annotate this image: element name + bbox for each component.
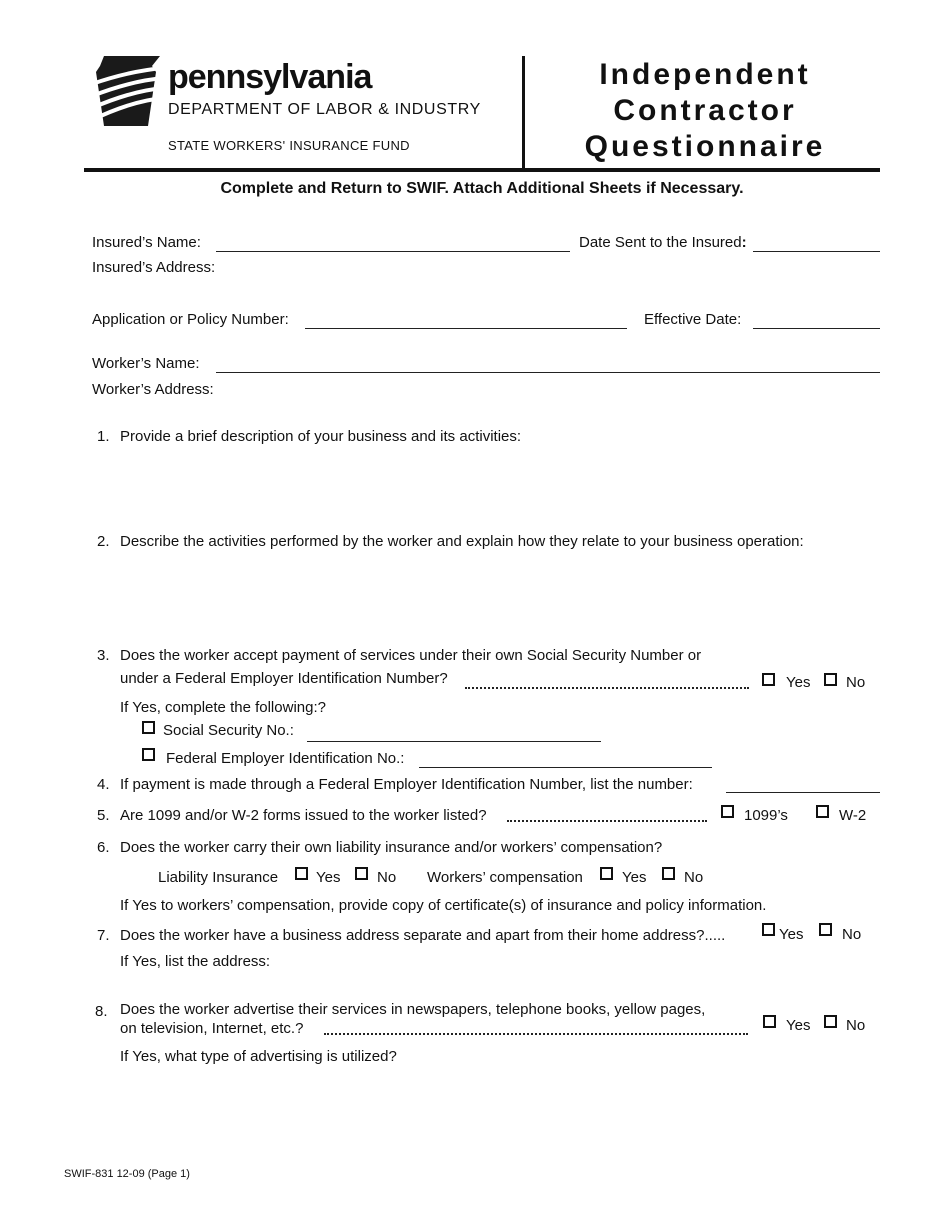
q6-comp-no-label: No <box>684 869 704 886</box>
q6-liability-yes-checkbox[interactable] <box>295 867 308 880</box>
instruction: Complete and Return to SWIF. Attach Additional Sheets if Necessary. <box>220 180 744 197</box>
q6-comp-no-checkbox[interactable] <box>662 867 675 880</box>
q3-if-yes: If Yes, complete the following:? <box>120 699 326 716</box>
q7-number: 7. <box>97 927 110 944</box>
q8-no-checkbox[interactable] <box>824 1015 837 1028</box>
q3-text-line2: under a Federal Employer Identification Number? <box>120 670 448 687</box>
worker-name-label: Worker’s Name: <box>92 355 200 372</box>
q3-text-line1: Does the worker accept payment of services under their own Social Security Number or <box>120 647 702 664</box>
policy-number-field[interactable] <box>305 328 627 329</box>
q6-liability-no-label: No <box>377 869 397 886</box>
q5-1099-checkbox[interactable] <box>721 805 734 818</box>
q8-number: 8. <box>95 1003 108 1020</box>
q3-ssn-checkbox[interactable] <box>142 721 155 734</box>
q3-yes-checkbox[interactable] <box>762 673 775 686</box>
q7-if-yes: If Yes, list the address: <box>120 953 271 970</box>
q5-number: 5. <box>97 807 110 824</box>
q3-no-checkbox[interactable] <box>824 673 837 686</box>
q3-no-label: No <box>846 674 866 691</box>
fund-name: STATE WORKERS' INSURANCE FUND <box>168 138 410 153</box>
q3-yes-label: Yes <box>786 674 811 691</box>
date-sent-label <box>579 234 747 251</box>
q6-text: Does the worker carry their own liability insurance and/or workers’ compensation? <box>120 839 663 856</box>
q3-fein-field[interactable] <box>419 767 712 768</box>
q5-w2-label: W-2 <box>839 807 867 824</box>
q1-number: 1. <box>97 428 110 445</box>
q7-text: Does the worker have a business address separate and apart from their home address?..... <box>120 927 726 944</box>
worker-name-field[interactable] <box>216 372 880 373</box>
date-sent-colon: : <box>741 234 747 251</box>
keystone-logo-icon <box>90 54 164 128</box>
insured-name-label: Insured’s Name: <box>92 234 201 251</box>
q7-no-checkbox[interactable] <box>819 923 832 936</box>
q8-no-label: No <box>846 1017 866 1034</box>
q6-note: If Yes to workers’ compensation, provide copy of certificate(s) of insurance and policy information. <box>120 897 767 914</box>
q3-leader-dots <box>465 687 749 689</box>
insured-name-field[interactable] <box>216 251 570 252</box>
form-title-line1: Independent <box>599 58 811 91</box>
q7-yes-label: Yes <box>779 926 804 943</box>
q5-text: Are 1099 and/or W-2 forms issued to the worker listed? <box>120 807 487 824</box>
logo-brand: pennsylvania <box>168 58 372 96</box>
logo-department: DEPARTMENT OF LABOR & INDUSTRY <box>168 101 481 118</box>
q2-text: Describe the activities performed by the worker and explain how they relate to your business operation: <box>120 533 804 550</box>
q3-ssn-field[interactable] <box>307 741 601 742</box>
q5-leader-dots <box>507 820 707 822</box>
q3-fein-checkbox[interactable] <box>142 748 155 761</box>
q8-if-yes: If Yes, what type of advertising is utilized? <box>120 1048 397 1065</box>
header-divider-vertical <box>522 56 525 168</box>
q6-liability-no-checkbox[interactable] <box>355 867 368 880</box>
q3-number: 3. <box>97 647 110 664</box>
q7-yes-checkbox[interactable] <box>762 923 775 936</box>
q8-yes-checkbox[interactable] <box>763 1015 776 1028</box>
q7-no-label: No <box>842 926 862 943</box>
q1-text: Provide a brief description of your business and its activities: <box>120 428 522 445</box>
worker-address-label: Worker’s Address: <box>92 381 214 398</box>
q6-liability-yes-label: Yes <box>316 869 341 886</box>
q2-number: 2. <box>97 533 110 550</box>
date-sent-text: Date Sent to the Insured <box>579 234 742 251</box>
q3-fein-label: Federal Employer Identification No.: <box>166 750 405 767</box>
q5-1099-label: 1099’s <box>744 807 788 824</box>
q6-comp-yes-checkbox[interactable] <box>600 867 613 880</box>
form-title-line2: Contractor <box>613 94 797 127</box>
q8-leader-dots <box>324 1033 748 1035</box>
q4-text: If payment is made through a Federal Employer Identification Number, list the number: <box>120 776 693 793</box>
date-sent-field[interactable] <box>753 251 880 252</box>
header-divider-horizontal <box>84 168 880 172</box>
q8-yes-label: Yes <box>786 1017 811 1034</box>
q6-number: 6. <box>97 839 110 856</box>
effective-date-field[interactable] <box>753 328 880 329</box>
form-title-line3: Questionnaire <box>584 130 826 163</box>
insured-address-label: Insured’s Address: <box>92 259 216 276</box>
q5-w2-checkbox[interactable] <box>816 805 829 818</box>
form-footer: SWIF-831 12-09 (Page 1) <box>64 1168 190 1180</box>
q6-comp-yes-label: Yes <box>622 869 647 886</box>
q6-liability-label: Liability Insurance <box>158 869 279 886</box>
q4-number: 4. <box>97 776 110 793</box>
q3-ssn-label: Social Security No.: <box>163 722 294 739</box>
q8-text-line2: on television, Internet, etc.? <box>120 1020 304 1037</box>
q8-text-line1: Does the worker advertise their services in newspapers, telephone books, yellow pages, <box>120 1001 706 1018</box>
q4-fein-number-field[interactable] <box>726 792 880 793</box>
q6-workers-comp-label: Workers’ compensation <box>427 869 583 886</box>
policy-number-label: Application or Policy Number: <box>92 311 289 328</box>
effective-date-label: Effective Date: <box>644 311 742 328</box>
